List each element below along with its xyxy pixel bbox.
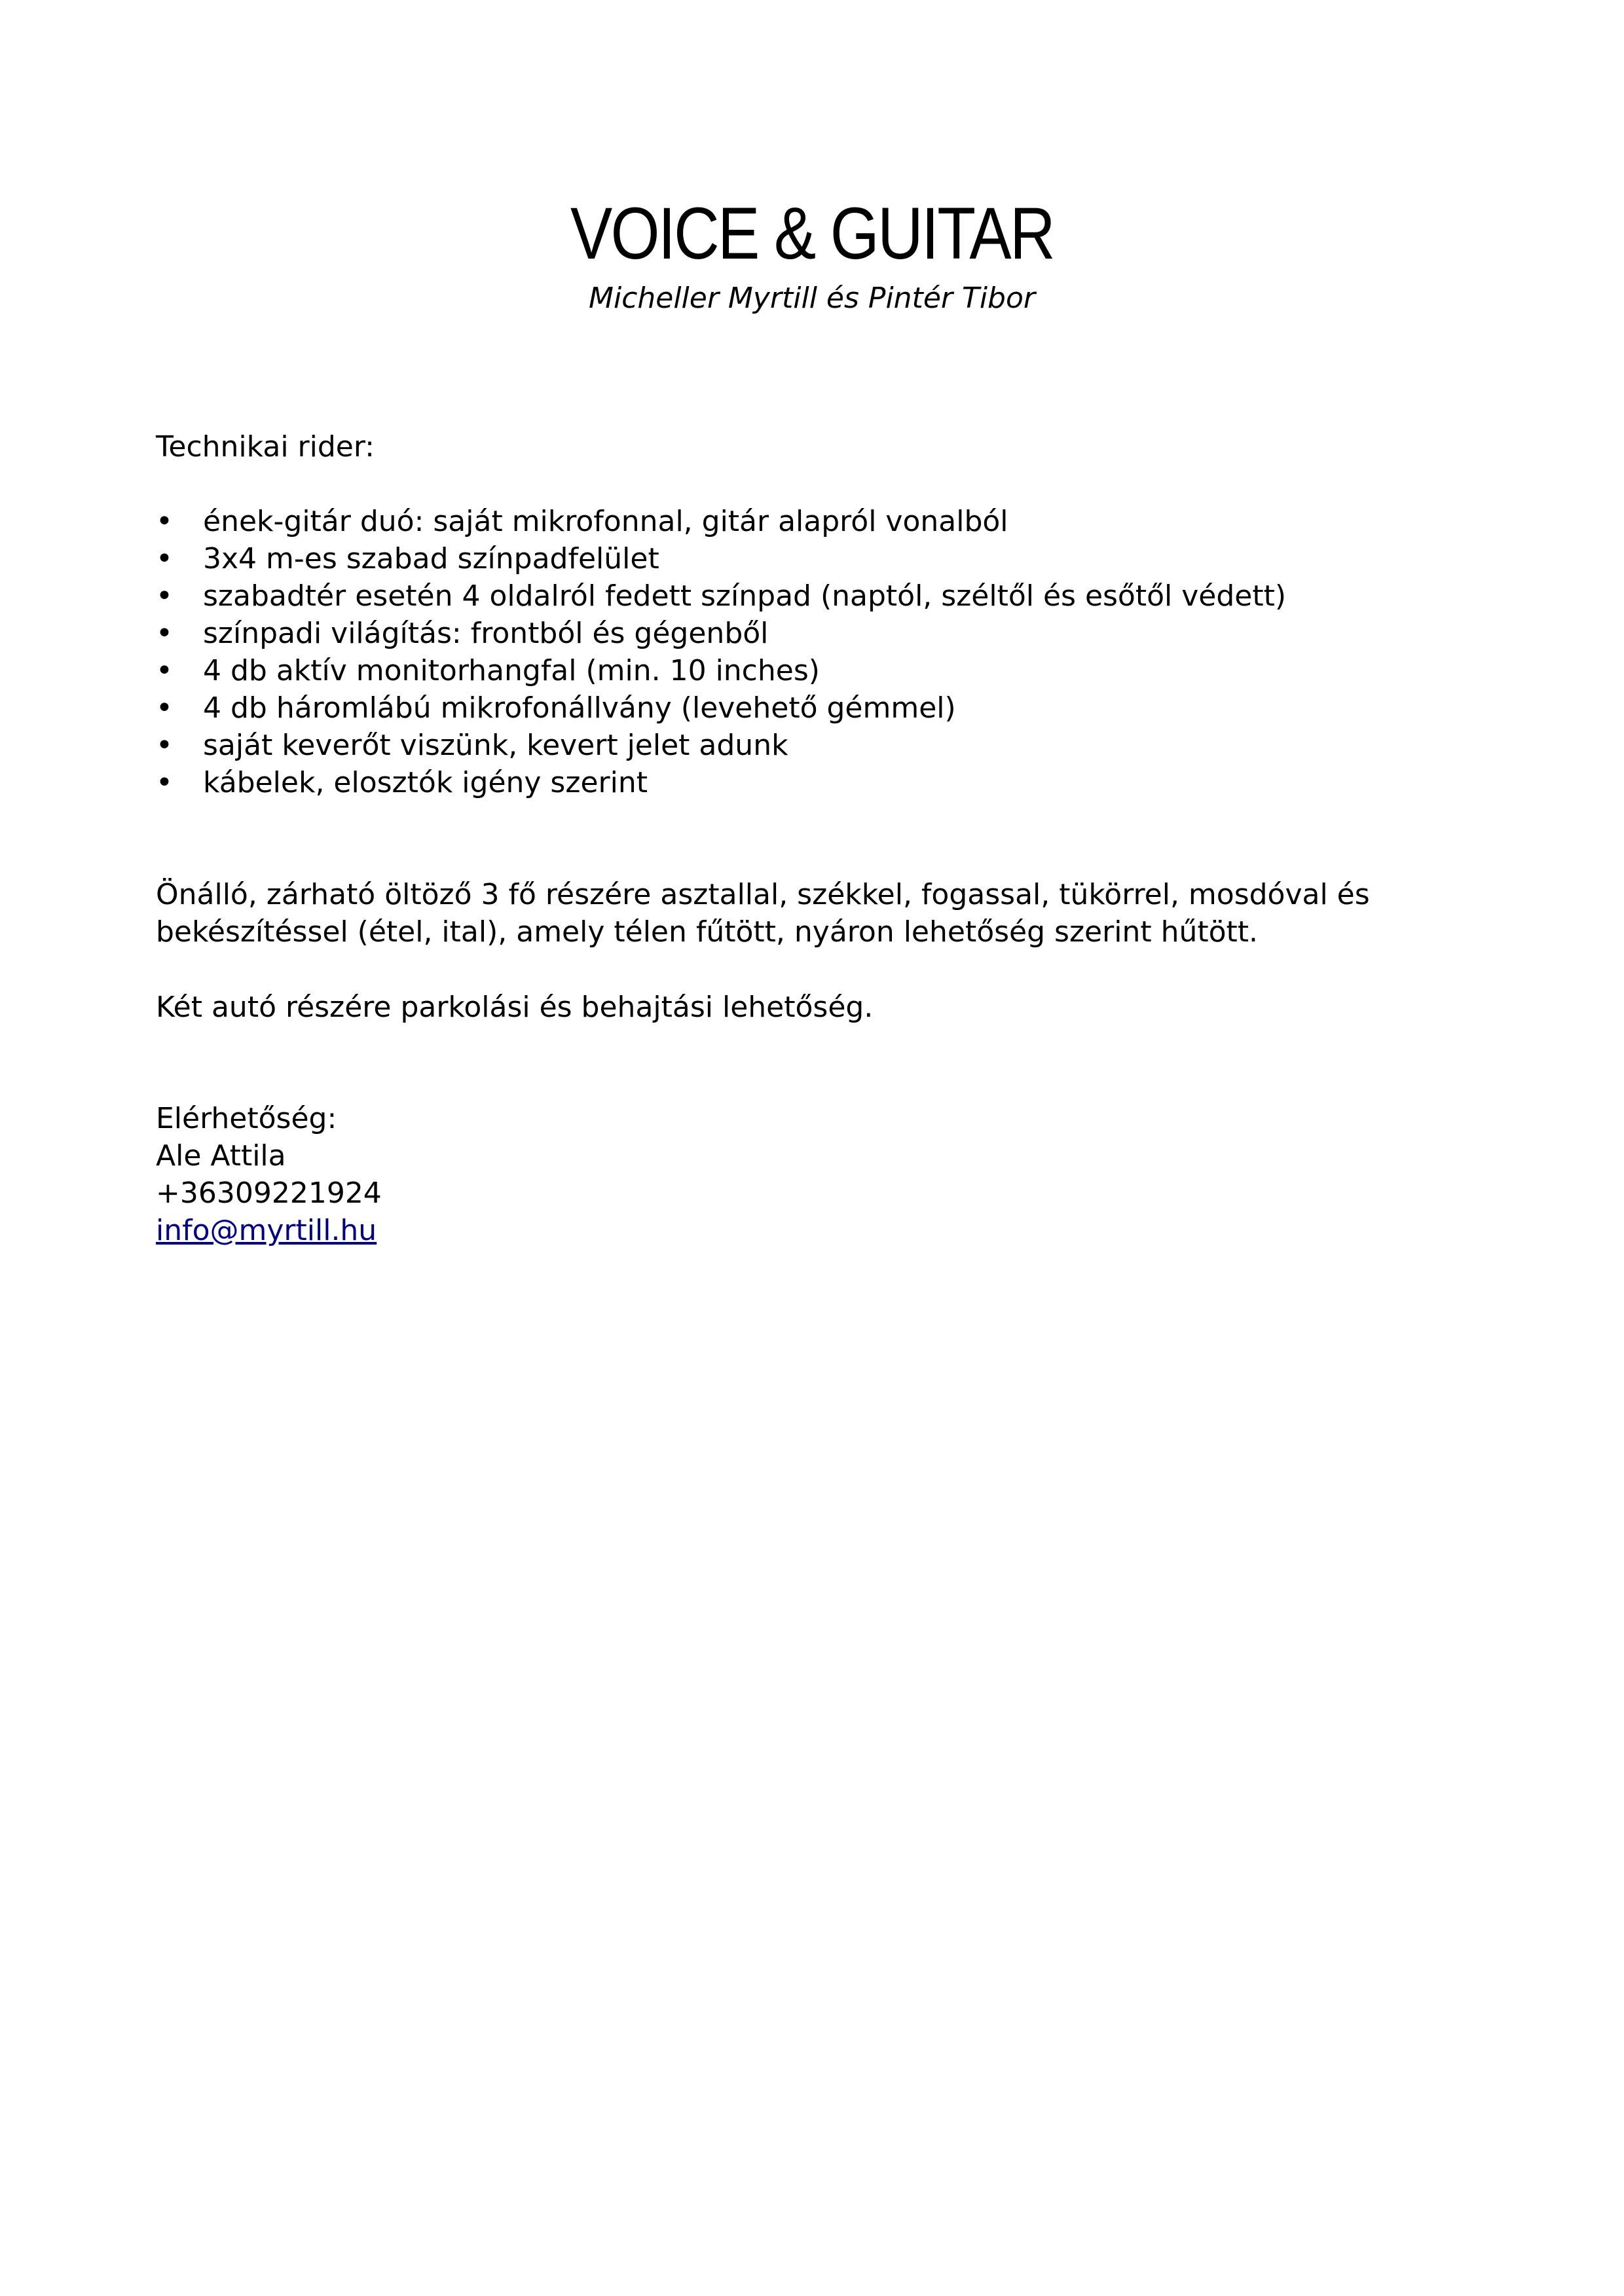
contact-name: Ale Attila [156, 1139, 286, 1173]
list-item [156, 652, 1286, 689]
list-item-text: ének-gitár duó: saját mikrofonnal, gitár alapról vonalból [203, 505, 1008, 538]
technical-rider-heading: Technikai rider: [156, 430, 375, 464]
list-item-text: 4 db háromlábú mikrofonállvány (levehető gémmel) [203, 691, 956, 725]
list-item [156, 764, 1286, 801]
dressing-room-paragraph: Önálló, zárható öltöző 3 fő részére asztallal, székkel, fogassal, tükörrel, mosdóval és bekészítéssel (étel, ital), amely télen fűtött, nyáron lehetőség szerint hűtött. [156, 878, 1370, 949]
list-item [156, 503, 1286, 540]
contact-heading: Elérhetőség: [156, 1102, 337, 1135]
bullet-icon: • [156, 654, 173, 687]
bullet-icon: • [156, 729, 173, 762]
list-item [156, 577, 1286, 615]
bullet-icon: • [156, 617, 173, 650]
list-item-text: saját keverőt viszünk, kevert jelet adunk [203, 729, 788, 762]
list-item-text: kábelek, elosztók igény szerint [203, 766, 648, 799]
list-item [156, 540, 1286, 577]
parking-paragraph: Két autó részére parkolási és behajtási lehetőség. [156, 991, 874, 1024]
contact-email-link[interactable]: info@myrtill.hu [156, 1214, 377, 1247]
bullet-icon: • [156, 579, 173, 613]
bullet-icon: • [156, 505, 173, 538]
bullet-icon: • [156, 766, 173, 799]
document-subtitle: Micheller Myrtill és Pintér Tibor [589, 282, 1035, 315]
list-item-text: szabadtér esetén 4 oldalról fedett színpad (naptól, széltől és esőtől védett) [203, 579, 1287, 613]
document-title: VOICE & GUITAR [570, 192, 1054, 274]
list-item-text: 4 db aktív monitorhangfal (min. 10 inches) [203, 654, 820, 687]
list-item-text: 3x4 m-es szabad színpadfelület [203, 542, 659, 575]
list-item [156, 615, 1286, 652]
contact-block [156, 1100, 382, 1249]
bullet-icon: • [156, 542, 173, 575]
list-item-text: színpadi világítás: frontból és gégenből [203, 617, 769, 650]
bullet-icon: • [156, 691, 173, 725]
list-item [156, 689, 1286, 727]
list-item [156, 727, 1286, 764]
contact-phone: +36309221924 [156, 1176, 382, 1210]
technical-rider-list [156, 503, 1286, 801]
